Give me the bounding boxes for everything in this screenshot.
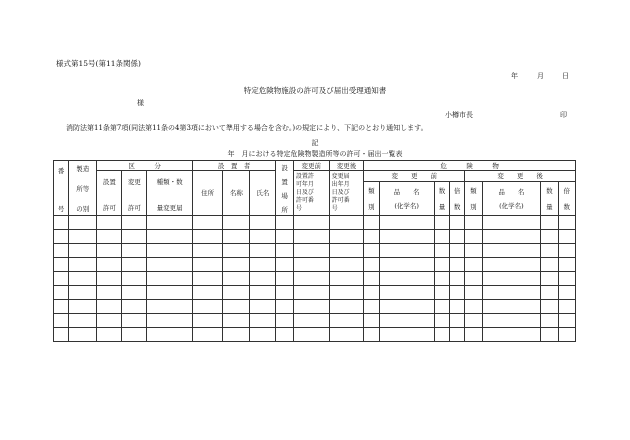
table-cell[interactable]: [69, 272, 97, 286]
table-cell[interactable]: [276, 286, 293, 300]
table-cell[interactable]: [541, 328, 558, 342]
table-cell[interactable]: [223, 272, 250, 286]
table-cell[interactable]: [223, 216, 250, 230]
table-title: 年 月における特定危険物製造所等の許可・届出一覧表: [227, 150, 403, 158]
table-cell[interactable]: [465, 216, 482, 230]
table-cell[interactable]: [54, 286, 69, 300]
col-facility-type-header: 製造 所等 の別: [69, 161, 97, 216]
table-cell[interactable]: [364, 272, 379, 286]
table-cell[interactable]: [482, 230, 541, 244]
table-cell[interactable]: [276, 216, 293, 230]
table-row: [54, 272, 576, 286]
table-cell[interactable]: [250, 272, 276, 286]
table-cell[interactable]: [97, 314, 122, 328]
table-cell[interactable]: [450, 258, 465, 272]
col-number-header: 番 号: [54, 161, 69, 216]
table-cell[interactable]: [482, 272, 541, 286]
table-cell[interactable]: [482, 286, 541, 300]
col-after-change-header: 変更後: [329, 161, 364, 171]
before-quantity: 数 量: [434, 182, 449, 216]
table-cell[interactable]: [250, 216, 276, 230]
table-cell[interactable]: [379, 272, 434, 286]
table-cell[interactable]: [54, 244, 69, 258]
table-cell[interactable]: [293, 314, 329, 328]
table-cell[interactable]: [364, 286, 379, 300]
table-cell[interactable]: [54, 258, 69, 272]
installer-address: 住所: [192, 171, 222, 216]
ki-label: 記: [311, 139, 319, 147]
table-cell[interactable]: [192, 244, 222, 258]
table-cell[interactable]: [364, 216, 379, 230]
table-cell[interactable]: [541, 230, 558, 244]
table-cell[interactable]: [465, 244, 482, 258]
table-cell[interactable]: [364, 314, 379, 328]
table-cell[interactable]: [276, 272, 293, 286]
table-cell[interactable]: [293, 286, 329, 300]
table-cell[interactable]: [465, 258, 482, 272]
table-row: [54, 314, 576, 328]
table-cell[interactable]: [250, 230, 276, 244]
table-cell[interactable]: [379, 216, 434, 230]
table-cell[interactable]: [192, 314, 222, 328]
table-cell[interactable]: [541, 258, 558, 272]
table-cell[interactable]: [69, 258, 97, 272]
table-cell[interactable]: [97, 286, 122, 300]
table-cell[interactable]: [329, 300, 364, 314]
table-body: [54, 216, 576, 342]
table-cell[interactable]: [276, 258, 293, 272]
col-hazmat-header: 危 険 物: [364, 161, 576, 171]
table-cell[interactable]: [450, 300, 465, 314]
table-cell[interactable]: [250, 300, 276, 314]
table-cell[interactable]: [147, 300, 193, 314]
table-cell[interactable]: [482, 216, 541, 230]
col-installer-header: 設 置 者: [192, 161, 276, 171]
table-cell[interactable]: [122, 244, 147, 258]
table-cell[interactable]: [434, 300, 449, 314]
table-cell[interactable]: [434, 314, 449, 328]
table-cell[interactable]: [541, 286, 558, 300]
date-month-label: 月: [537, 72, 544, 80]
table-cell[interactable]: [192, 216, 222, 230]
table-cell[interactable]: [276, 314, 293, 328]
table-cell[interactable]: [69, 244, 97, 258]
table-cell[interactable]: [276, 328, 293, 342]
table-cell[interactable]: [97, 300, 122, 314]
before-item-name: 品 名 (化学名): [379, 182, 434, 216]
table-cell[interactable]: [465, 272, 482, 286]
table-cell[interactable]: [434, 272, 449, 286]
table-cell[interactable]: [379, 230, 434, 244]
table-cell[interactable]: [54, 314, 69, 328]
table-cell[interactable]: [434, 286, 449, 300]
table-cell[interactable]: [54, 230, 69, 244]
after-item-name: 品 名 (化学名): [482, 182, 541, 216]
table-cell[interactable]: [379, 328, 434, 342]
table-cell[interactable]: [558, 300, 575, 314]
table-cell[interactable]: [147, 314, 193, 328]
table-cell[interactable]: [465, 286, 482, 300]
table-cell[interactable]: [147, 230, 193, 244]
table-cell[interactable]: [122, 328, 147, 342]
table-cell[interactable]: [558, 272, 575, 286]
date-year-label: 年: [511, 72, 518, 80]
table-cell[interactable]: [364, 244, 379, 258]
table-row: [54, 258, 576, 272]
table-cell[interactable]: [122, 314, 147, 328]
table-row: [54, 300, 576, 314]
table-cell[interactable]: [558, 328, 575, 342]
table-cell[interactable]: [364, 230, 379, 244]
form-number: 様式第15号(第11条関係): [56, 59, 141, 68]
table-cell[interactable]: [54, 216, 69, 230]
before-class: 類 別: [364, 182, 379, 216]
after-class: 類 別: [465, 182, 482, 216]
table-cell[interactable]: [364, 300, 379, 314]
table-cell[interactable]: [293, 300, 329, 314]
kubun-henko: 変更 許可: [122, 171, 147, 216]
table-cell[interactable]: [482, 328, 541, 342]
table-cell[interactable]: [482, 314, 541, 328]
table-cell[interactable]: [293, 272, 329, 286]
col-location-header: 設 置 場 所: [276, 161, 293, 216]
table-cell[interactable]: [329, 244, 364, 258]
table-cell[interactable]: [541, 272, 558, 286]
table-cell[interactable]: [482, 300, 541, 314]
table-cell[interactable]: [192, 258, 222, 272]
table-cell[interactable]: [69, 286, 97, 300]
table-cell[interactable]: [450, 286, 465, 300]
table-cell[interactable]: [250, 328, 276, 342]
table-cell[interactable]: [69, 216, 97, 230]
table-cell[interactable]: [223, 328, 250, 342]
table-cell[interactable]: [293, 258, 329, 272]
table-row: [54, 230, 576, 244]
table-cell[interactable]: [223, 286, 250, 300]
table-cell[interactable]: [541, 314, 558, 328]
table-cell[interactable]: [223, 244, 250, 258]
table-cell[interactable]: [122, 230, 147, 244]
table-cell[interactable]: [147, 272, 193, 286]
table-cell[interactable]: [482, 244, 541, 258]
table-cell[interactable]: [147, 258, 193, 272]
table-cell[interactable]: [329, 258, 364, 272]
table-cell[interactable]: [97, 216, 122, 230]
table-cell[interactable]: [250, 314, 276, 328]
table-cell[interactable]: [450, 328, 465, 342]
table-cell[interactable]: [97, 244, 122, 258]
table-cell[interactable]: [329, 230, 364, 244]
table-cell[interactable]: [223, 258, 250, 272]
table-cell[interactable]: [122, 272, 147, 286]
table-cell[interactable]: [465, 230, 482, 244]
table-cell[interactable]: [558, 244, 575, 258]
table-cell[interactable]: [558, 216, 575, 230]
table-cell[interactable]: [450, 272, 465, 286]
kubun-setchi: 設置 許可: [97, 171, 122, 216]
table-cell[interactable]: [69, 328, 97, 342]
table-cell[interactable]: [379, 300, 434, 314]
before-change-detail: 設置許 可年月 日及び 許可番 号: [293, 171, 329, 216]
table-cell[interactable]: [465, 328, 482, 342]
table-cell[interactable]: [379, 286, 434, 300]
table-cell[interactable]: [450, 216, 465, 230]
date-day-label: 日: [562, 72, 569, 80]
table-cell[interactable]: [147, 286, 193, 300]
table-cell[interactable]: [329, 272, 364, 286]
table-cell[interactable]: [558, 314, 575, 328]
after-change-detail: 変更届 出年月 日及び 許可番 号: [329, 171, 364, 216]
table-row: [54, 286, 576, 300]
table-cell[interactable]: [69, 230, 97, 244]
table-cell[interactable]: [69, 300, 97, 314]
table-cell[interactable]: [434, 258, 449, 272]
table-cell[interactable]: [434, 244, 449, 258]
table-cell[interactable]: [54, 328, 69, 342]
table-cell[interactable]: [450, 230, 465, 244]
col-kubun-header: 区 分: [97, 161, 193, 171]
table-cell[interactable]: [541, 216, 558, 230]
after-multiple: 倍 数: [558, 182, 575, 216]
kubun-shurui: 種類・数 量変更届: [147, 171, 193, 216]
table-cell[interactable]: [482, 258, 541, 272]
table-cell[interactable]: [54, 272, 69, 286]
table-cell[interactable]: [329, 314, 364, 328]
table-cell[interactable]: [223, 300, 250, 314]
table-row: [54, 244, 576, 258]
table-cell[interactable]: [329, 328, 364, 342]
table-cell[interactable]: [54, 300, 69, 314]
table-cell[interactable]: [97, 258, 122, 272]
table-cell[interactable]: [250, 258, 276, 272]
table-cell[interactable]: [192, 300, 222, 314]
addressee-suffix: 様: [137, 99, 144, 107]
table-cell[interactable]: [558, 286, 575, 300]
notice-body: 消防法第11条第7項(同法第11条の4第3項において準用する場合を含む。)の規定により、下記のとおり通知します。: [66, 124, 428, 132]
table-cell[interactable]: [450, 244, 465, 258]
table-cell[interactable]: [379, 314, 434, 328]
table-row: [54, 328, 576, 342]
table-cell[interactable]: [293, 244, 329, 258]
table-cell[interactable]: [223, 230, 250, 244]
table-cell[interactable]: [97, 230, 122, 244]
table-cell[interactable]: [97, 272, 122, 286]
table-cell[interactable]: [465, 314, 482, 328]
table-cell[interactable]: [122, 258, 147, 272]
table-cell[interactable]: [147, 328, 193, 342]
permit-list-table: [53, 160, 576, 342]
table-cell[interactable]: [434, 216, 449, 230]
table-cell[interactable]: [250, 244, 276, 258]
table-cell[interactable]: [147, 216, 193, 230]
table-cell[interactable]: [122, 216, 147, 230]
table-cell[interactable]: [541, 244, 558, 258]
table-cell[interactable]: [434, 328, 449, 342]
table-cell[interactable]: [450, 314, 465, 328]
installer-name: 名称: [223, 171, 250, 216]
table-cell[interactable]: [293, 328, 329, 342]
table-cell[interactable]: [223, 314, 250, 328]
before-multiple: 倍 数: [450, 182, 465, 216]
table-cell[interactable]: [122, 286, 147, 300]
table-cell[interactable]: [379, 244, 434, 258]
table-cell[interactable]: [465, 300, 482, 314]
table-cell[interactable]: [192, 230, 222, 244]
issuer-mayor: 小樽市長: [445, 111, 473, 119]
table-cell[interactable]: [250, 286, 276, 300]
table-cell[interactable]: [558, 230, 575, 244]
table-cell[interactable]: [379, 258, 434, 272]
table-cell[interactable]: [192, 272, 222, 286]
table-cell[interactable]: [122, 300, 147, 314]
table-cell[interactable]: [434, 230, 449, 244]
table-cell[interactable]: [293, 230, 329, 244]
table-cell[interactable]: [329, 216, 364, 230]
table-row: [54, 216, 576, 230]
table-cell[interactable]: [97, 328, 122, 342]
document-title: 特定危険物施設の許可及び届出受理通知書: [243, 86, 387, 95]
table-cell[interactable]: [558, 258, 575, 272]
table-cell[interactable]: [293, 216, 329, 230]
hazmat-before-header: 変 更 前: [364, 171, 465, 182]
table-cell[interactable]: [364, 258, 379, 272]
table-cell[interactable]: [276, 300, 293, 314]
installer-person: 氏名: [250, 171, 276, 216]
table-cell[interactable]: [192, 286, 222, 300]
table-cell[interactable]: [329, 286, 364, 300]
table-cell[interactable]: [147, 244, 193, 258]
table-cell[interactable]: [364, 328, 379, 342]
col-before-change-header: 変更前: [293, 161, 329, 171]
table-cell[interactable]: [192, 328, 222, 342]
table-cell[interactable]: [541, 300, 558, 314]
hazmat-after-header: 変 更 後: [465, 171, 576, 182]
table-cell[interactable]: [276, 230, 293, 244]
seal-mark: 印: [560, 111, 567, 119]
after-quantity: 数 量: [541, 182, 558, 216]
table-cell[interactable]: [276, 244, 293, 258]
table-cell[interactable]: [69, 314, 97, 328]
